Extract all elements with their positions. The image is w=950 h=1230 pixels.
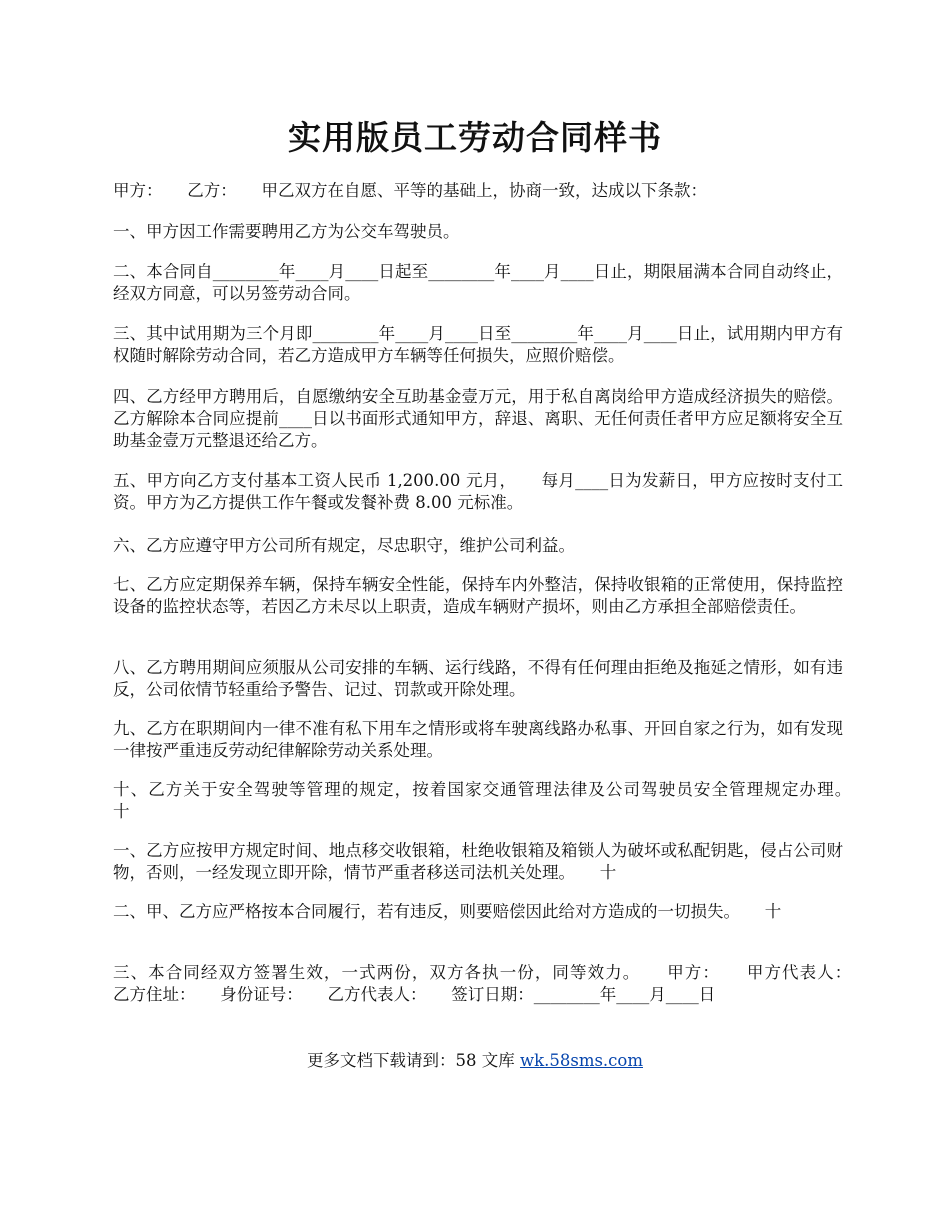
paragraph-clause-6: 六、乙方应遵守甲方公司所有规定，尽忠职守，维护公司利益。 xyxy=(113,536,575,555)
paragraph-clause-4: 四、乙方经甲方聘用后，自愿缴纳安全互助基金壹万元，用于私自离岗给甲方造成经济损失的赔偿。乙方解除本合同应提前____日以书面形式通知甲方，辞退、离职、无任何责任者甲方应足额将安全互助基金壹万元整退还给乙方。 xyxy=(113,387,843,450)
paragraph-parties: 甲方： 乙方： 甲乙双方在自愿、平等的基础上，协商一致，达成以下条款： xyxy=(113,181,707,200)
footer-link[interactable]: wk.58sms.com xyxy=(519,1051,643,1070)
footer xyxy=(0,1047,950,1071)
document-title: 实用版员工劳动合同样书 xyxy=(288,118,662,157)
paragraph-clause-3: 三、其中试用期为三个月即________年____月____日至________年____月____日止，试用期内甲方有权随时解除劳动合同，若乙方造成甲方车辆等任何损失，应照价赔偿。 xyxy=(113,324,843,365)
paragraph-clause-12: 二、甲、乙方应严格按本合同履行，若有违反，则要赔偿因此给对方造成的一切损失。 十 xyxy=(113,902,782,921)
paragraph-clause-5: 五、甲方向乙方支付基本工资人民币 1,200.00 元月， 每月____日为发薪日，甲方应按时支付工资。甲方为乙方提供工作午餐或发餐补费 8.00 元标准。 xyxy=(113,471,843,512)
paragraph-clause-2: 二、本合同自________年____月____日起至________年____月____日止，期限届满本合同自动终止，经双方同意，可以另签劳动合同。 xyxy=(113,262,843,303)
paragraph-clause-7: 七、乙方应定期保养车辆，保持车辆安全性能，保持车内外整洁，保持收银箱的正常使用，保持监控设备的监控状态等，若因乙方未尽以上职责，造成车辆财产损坏，则由乙方承担全部赔偿责任。 xyxy=(113,575,843,616)
paragraph-clause-13: 三、本合同经双方签署生效，一式两份，双方各执一份，同等效力。 甲方： 甲方代表人： 乙方住址： 身份证号： 乙方代表人： 签订日期：________年____月____日 xyxy=(113,963,876,1004)
footer-prefix: 更多文档下载请到：58 文库 xyxy=(306,1051,520,1070)
paragraph-clause-9: 九、乙方在职期间内一律不准有私下用车之情形或将车驶离线路办私事、开回自家之行为，如有发现一律按严重违反劳动纪律解除劳动关系处理。 xyxy=(113,719,843,760)
paragraph-clause-10: 十、乙方关于安全驾驶等管理的规定，按着国家交通管理法律及公司驾驶员安全管理规定办理。 十 xyxy=(113,780,876,821)
paragraph-clause-1: 一、甲方因工作需要聘用乙方为公交车驾驶员。 xyxy=(113,222,460,241)
paragraph-clause-8: 八、乙方聘用期间应须服从公司安排的车辆、运行线路，不得有任何理由拒绝及拖延之情形，如有违反，公司依情节轻重给予警告、记过、罚款或开除处理。 xyxy=(113,658,843,699)
paragraph-clause-11: 一、乙方应按甲方规定时间、地点移交收银箱，杜绝收银箱及箱锁人为破坏或私配钥匙，侵占公司财物，否则，一经发现立即开除，情节严重者移送司法机关处理。 十 xyxy=(113,841,843,882)
